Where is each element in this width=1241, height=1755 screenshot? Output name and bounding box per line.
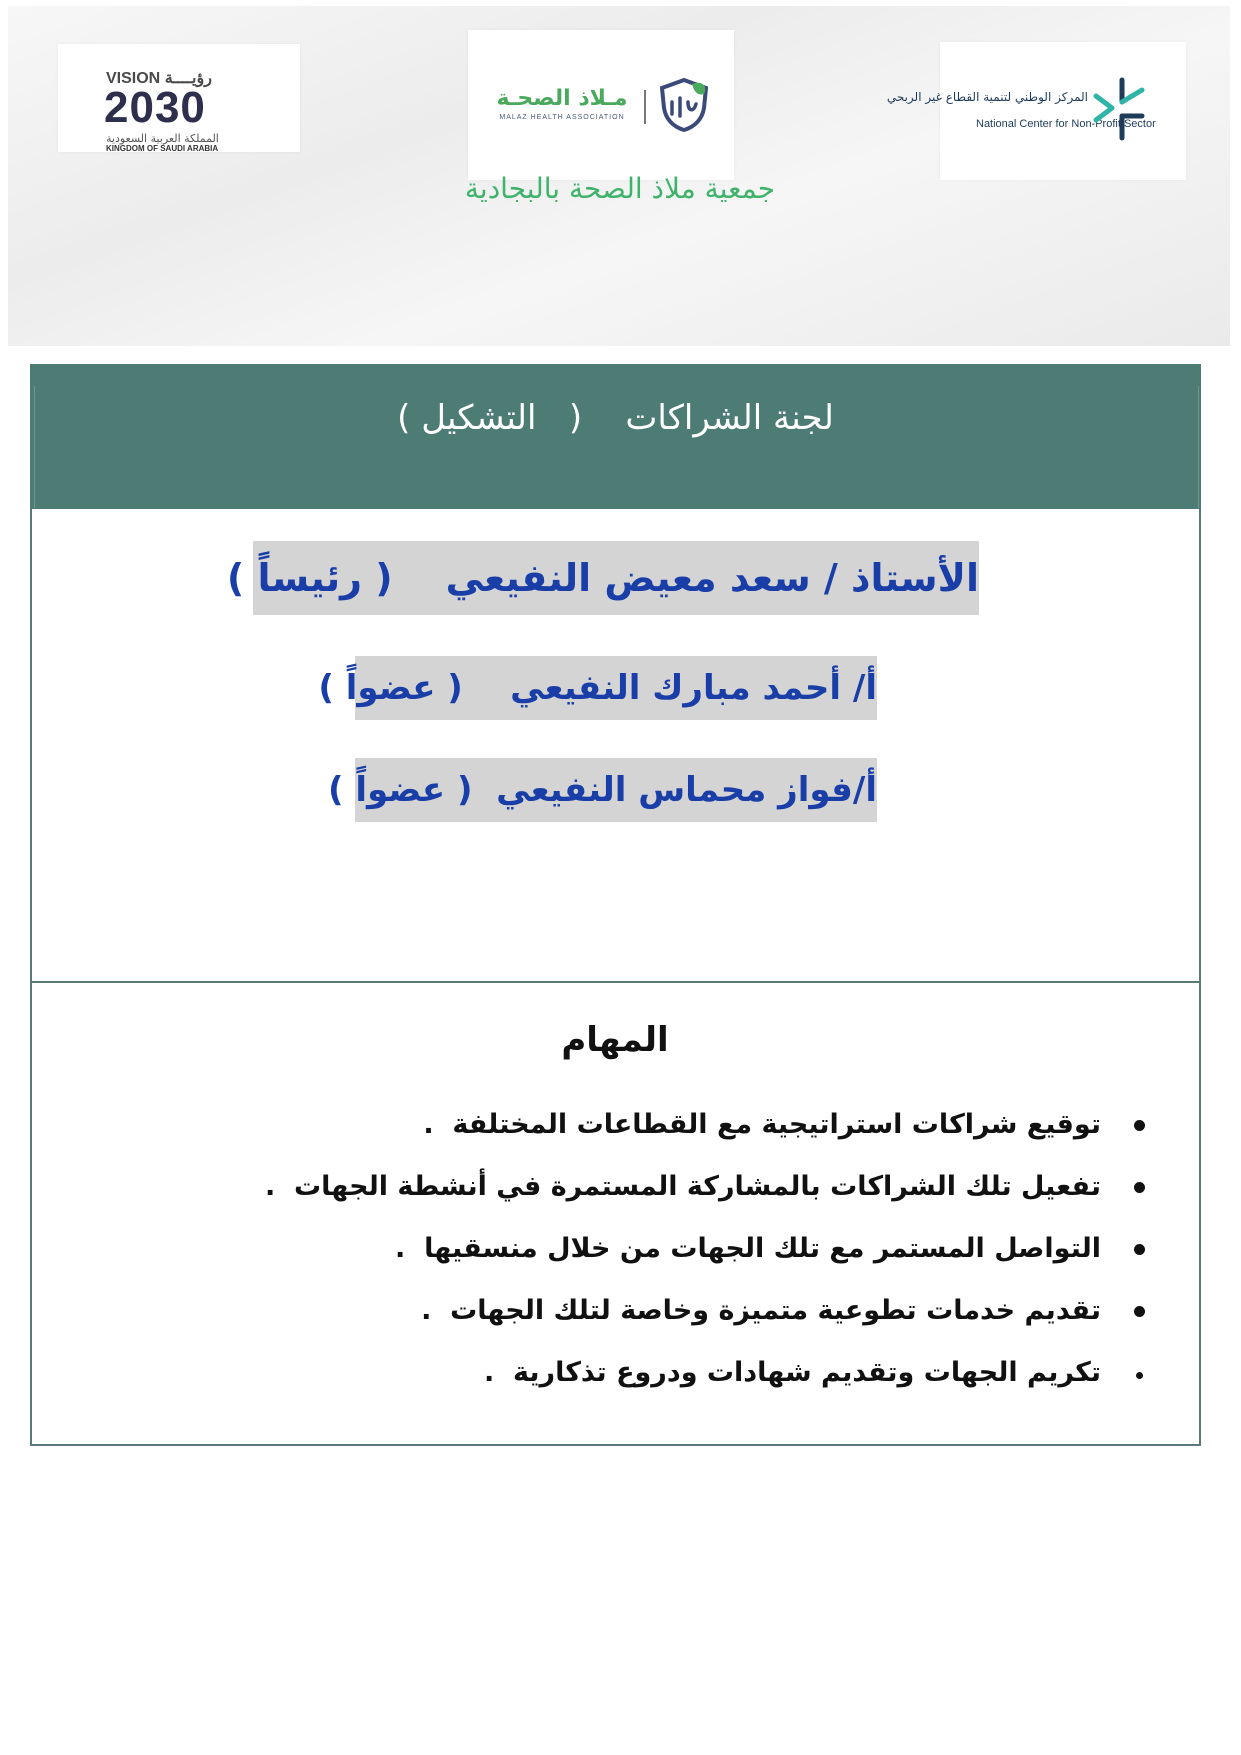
list-item xyxy=(211,1348,1111,1410)
bullet-icon xyxy=(1134,1182,1145,1193)
malaz-arabic-text: مـلاذ الصحـة xyxy=(496,86,628,111)
list-item xyxy=(211,1286,1111,1348)
malaz-health-logo xyxy=(468,30,734,180)
malaz-logo-separator xyxy=(644,90,646,124)
malaz-shield-icon xyxy=(654,74,714,134)
committee-title: لجنة الشراكات ( التشكيل ) xyxy=(397,398,834,438)
bullet-icon xyxy=(1134,1306,1145,1317)
section-divider xyxy=(30,981,1201,983)
vision-year: 2030 xyxy=(104,83,206,132)
ncnp-arabic-text: المركز الوطني لتنمية القطاع غير الربحي xyxy=(886,90,1088,104)
list-item xyxy=(211,1100,1111,1162)
vision-arabic-text: المملكة العربية السعودية xyxy=(106,132,219,145)
committee-chair: الأستاذ / سعد معيض النفيعي ( رئيساً ) xyxy=(253,541,979,615)
association-name: جمعية ملاذ الصحة بالبجادية xyxy=(464,172,776,205)
task-text: تقديم خدمات تطوعية متميزة وخاصة لتلك الجهات . xyxy=(421,1295,1101,1326)
ncnp-arrows-icon xyxy=(1092,76,1148,142)
committee-member: أ/فواز محماس النفيعي ( عضواً ) xyxy=(355,758,877,822)
tasks-list xyxy=(211,1100,1111,1410)
task-text: توقيع شراكات استراتيجية مع القطاعات المختلفة . xyxy=(423,1109,1101,1140)
bullet-icon xyxy=(1136,1372,1143,1379)
bullet-icon xyxy=(1134,1244,1145,1255)
vision-english-text: KINGDOM OF SAUDI ARABIA xyxy=(106,144,219,153)
ncnp-logo xyxy=(886,42,1186,180)
malaz-english-text: MALAZ HEALTH ASSOCIATION xyxy=(499,114,625,121)
task-text: التواصل المستمر مع تلك الجهات من خلال منسقيها . xyxy=(395,1233,1101,1264)
tasks-heading: المهام xyxy=(561,1020,669,1060)
list-item xyxy=(211,1162,1111,1224)
committee-member: أ/ أحمد مبارك النفيعي ( عضواً ) xyxy=(355,656,877,720)
vision-top-text: VISION رؤيــــة xyxy=(106,70,212,87)
vision-2030-logo xyxy=(58,44,300,152)
task-text: تفعيل تلك الشراكات بالمشاركة المستمرة في أنشطة الجهات . xyxy=(264,1171,1101,1202)
task-text: تكريم الجهات وتقديم شهادات ودروع تذكارية . xyxy=(483,1357,1101,1388)
ncnp-english-text: National Center for Non-Profit Sector xyxy=(976,118,1156,130)
list-item xyxy=(211,1224,1111,1286)
bullet-icon xyxy=(1134,1120,1145,1131)
